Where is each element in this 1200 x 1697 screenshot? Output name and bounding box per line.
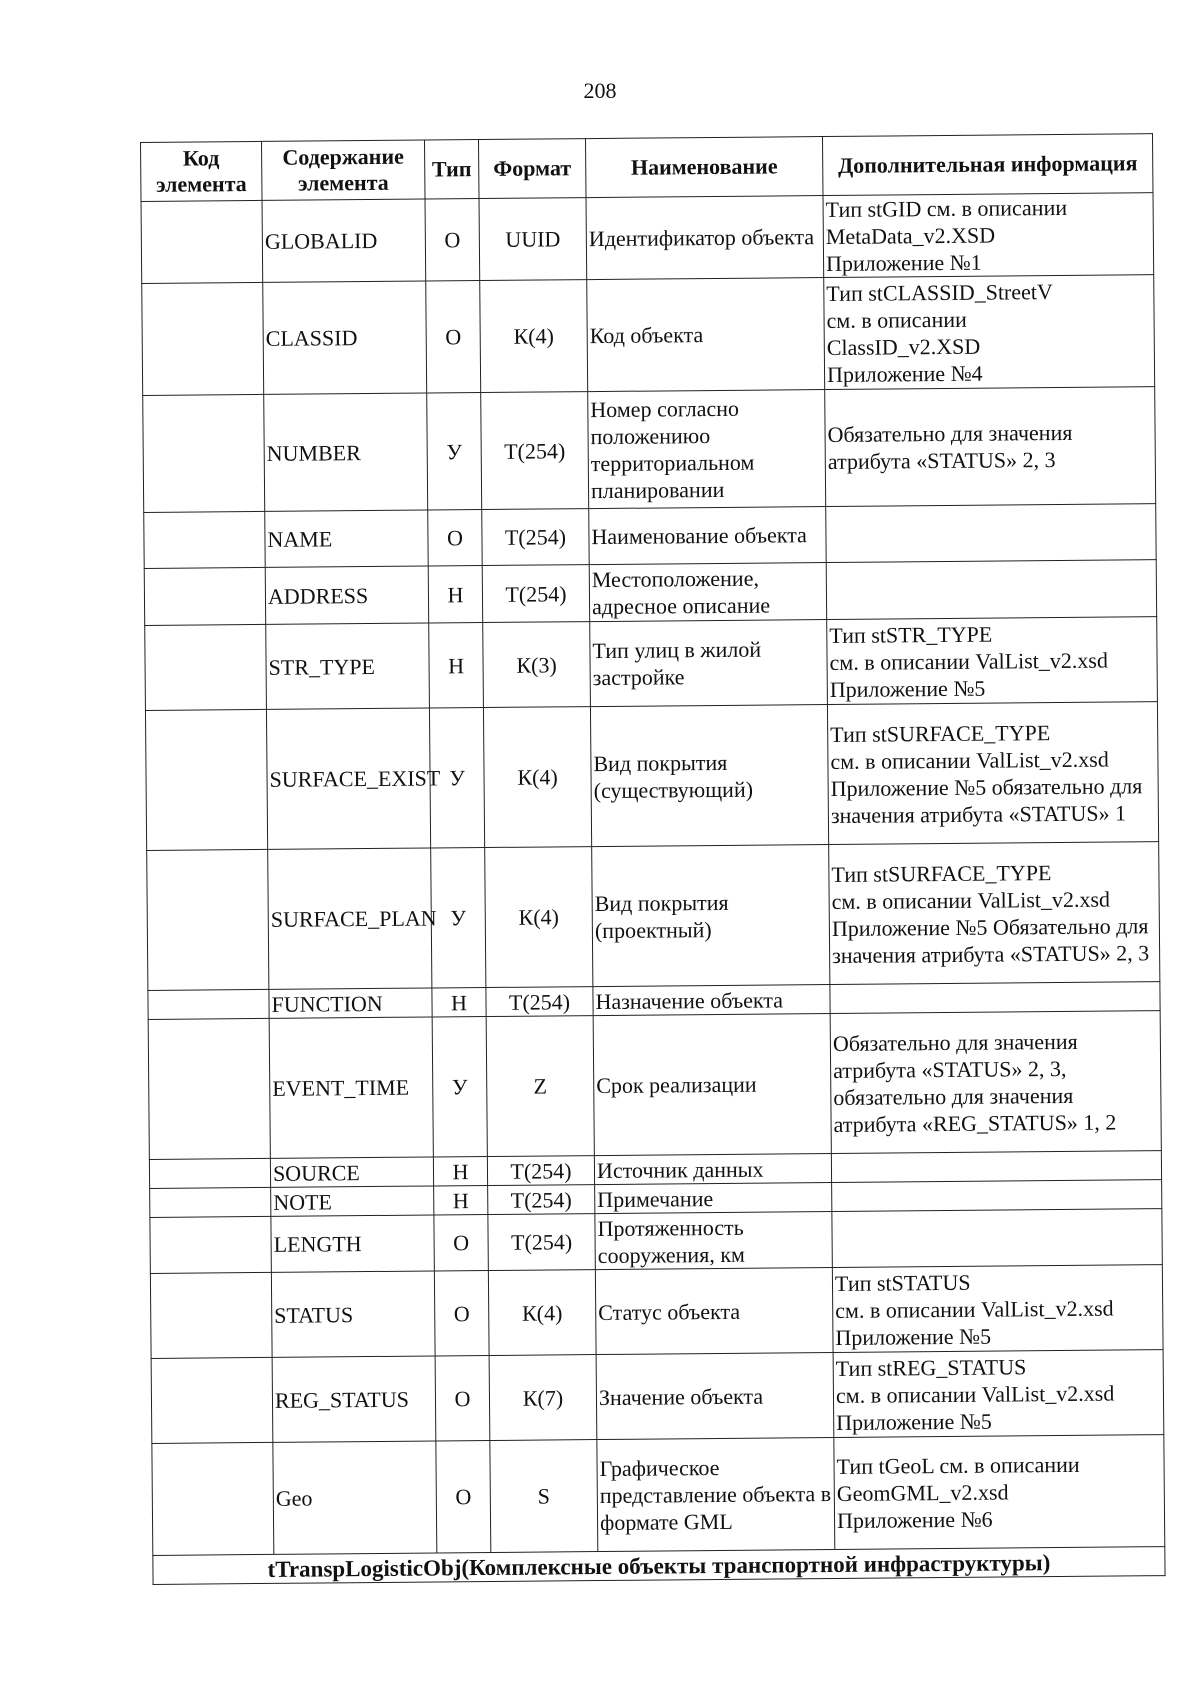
- cell-info: [830, 982, 1160, 1014]
- cell-info: Тип stSTR_TYPE см. в описании ValList_v2.xsd Приложение №5: [827, 617, 1158, 705]
- cell-type: Н: [433, 1157, 487, 1186]
- cell-format: Т(254): [482, 565, 589, 623]
- header-name: Наименование: [585, 137, 823, 198]
- cell-code: [147, 849, 269, 990]
- table-row: [144, 560, 1156, 626]
- cell-name: Статус объекта: [595, 1268, 833, 1355]
- cell-content: SURFACE_PLAN: [268, 848, 432, 989]
- cell-name: Тип улиц в жилой застройке: [590, 620, 828, 707]
- attribute-table: [140, 133, 1166, 1585]
- cell-type: О: [434, 1215, 488, 1271]
- table-row: [145, 702, 1158, 851]
- cell-name: Местоположение, адресное описание: [589, 563, 826, 622]
- cell-content: GLOBALID: [262, 199, 426, 282]
- cell-name: Протяженность сооружения, км: [595, 1212, 832, 1270]
- cell-content: Geo: [273, 1441, 437, 1554]
- header-content: Содержание элемента: [261, 140, 425, 200]
- cell-type: О: [434, 1271, 489, 1356]
- cell-type: Н: [429, 623, 484, 708]
- cell-info: Обязательно для значения атрибута «STATUS» 2, 3: [825, 387, 1156, 507]
- cell-code: [144, 567, 265, 625]
- cell-code: [148, 989, 269, 1019]
- cell-format: Т(254): [482, 509, 589, 566]
- cell-info: Тип stSURFACE_TYPE см. в описании ValList_v2.xsd Приложение №5 обязательно для значения атрибута «STATUS» 1: [827, 702, 1158, 845]
- cell-type: О: [436, 1440, 491, 1552]
- header-format: Формат: [478, 139, 586, 199]
- table-row: [150, 1265, 1163, 1359]
- cell-type: О: [435, 1355, 490, 1440]
- cell-info: [826, 560, 1156, 620]
- cell-content: FUNCTION: [269, 988, 432, 1018]
- cell-name: Источник данных: [594, 1154, 831, 1185]
- cell-info: Тип stSURFACE_TYPE см. в описании ValList_v2.xsd Приложение №5 Обязательно для значения атрибута «STATUS» 2, 3: [829, 842, 1160, 985]
- header-code: Код элемента: [141, 141, 263, 201]
- cell-code: [141, 200, 263, 283]
- cell-info: Тип stCLASSID_StreetV см. в описании ClassID_v2.XSD Приложение №4: [824, 275, 1155, 390]
- cell-name: Номер согласно положениюо территориальном планировании: [588, 390, 826, 509]
- cell-code: [151, 1357, 273, 1443]
- table-row: [143, 387, 1156, 513]
- cell-content: LENGTH: [271, 1215, 434, 1272]
- cell-format: UUID: [479, 198, 587, 281]
- table-header-row: [141, 134, 1153, 202]
- cell-type: О: [426, 281, 481, 393]
- table-row: [142, 275, 1155, 396]
- cell-type: У: [427, 393, 482, 510]
- header-info: Дополнительная информация: [822, 134, 1153, 196]
- cell-name: Идентификатор объекта: [586, 196, 824, 280]
- table-row: [152, 1435, 1165, 1556]
- cell-type: Н: [428, 566, 482, 623]
- cell-content: NOTE: [271, 1186, 434, 1216]
- cell-code: [145, 624, 267, 710]
- table-row: [141, 193, 1154, 284]
- cell-format: Т(254): [481, 392, 589, 510]
- cell-name: Вид покрытия (существующий): [590, 705, 828, 847]
- cell-content: NUMBER: [264, 393, 428, 511]
- table-row: [148, 1011, 1161, 1160]
- cell-type: Н: [434, 1186, 488, 1215]
- cell-code: [143, 394, 265, 512]
- cell-type: У: [432, 1017, 487, 1157]
- cell-type: О: [425, 199, 480, 281]
- cell-format: Т(254): [487, 1156, 594, 1186]
- cell-info: [832, 1209, 1162, 1268]
- cell-info: [831, 1151, 1161, 1183]
- cell-format: S: [490, 1440, 598, 1553]
- cell-name: Значение объекта: [596, 1352, 834, 1439]
- cell-format: К(4): [480, 280, 588, 393]
- cell-name: Графическое представление объекта в формате GML: [597, 1437, 835, 1551]
- cell-info: Тип stREG_STATUS см. в описании ValList_v2.xsd Приложение №5: [833, 1350, 1164, 1438]
- table-row: [150, 1209, 1162, 1274]
- cell-content: EVENT_TIME: [269, 1017, 433, 1158]
- cell-info: Тип tGeoL см. в описании GeomGML_v2.xsd Приложение №6: [834, 1435, 1165, 1550]
- table-row: [147, 842, 1160, 991]
- cell-name: Срок реализации: [593, 1014, 831, 1156]
- cell-name: Назначение объекта: [593, 985, 830, 1016]
- cell-type: О: [428, 510, 482, 566]
- cell-format: К(7): [489, 1355, 597, 1441]
- cell-code: [150, 1216, 271, 1273]
- cell-code: [144, 511, 265, 568]
- cell-content: REG_STATUS: [272, 1356, 436, 1442]
- cell-code: [149, 1158, 270, 1188]
- cell-name: Код объекта: [587, 278, 825, 392]
- cell-code: [148, 1018, 270, 1159]
- cell-type: У: [431, 848, 486, 988]
- cell-format: Т(254): [488, 1185, 595, 1215]
- table-row: [144, 504, 1156, 569]
- cell-content: SURFACE_EXIST: [266, 708, 430, 849]
- cell-info: [826, 504, 1156, 563]
- cell-code: [145, 709, 267, 850]
- cell-code: [152, 1442, 274, 1555]
- header-type: Тип: [424, 140, 479, 199]
- cell-name: Вид покрытия (проектный): [592, 845, 830, 987]
- cell-format: Т(254): [488, 1214, 595, 1271]
- cell-type: Н: [432, 988, 486, 1017]
- table-row: [145, 617, 1158, 711]
- cell-name: Примечание: [595, 1183, 832, 1214]
- cell-content: ADDRESS: [265, 566, 428, 624]
- cell-format: К(3): [483, 622, 591, 708]
- cell-content: STR_TYPE: [266, 623, 430, 709]
- section-title: tTranspLogisticObj(Комплексные объекты транспортной инфраструктуры): [153, 1547, 1165, 1585]
- cell-code: [150, 1272, 272, 1358]
- cell-info: Тип stGID см. в описании MetaData_v2.XSD Приложение №1: [823, 193, 1154, 278]
- cell-name: Наименование объекта: [589, 507, 826, 565]
- cell-code: [150, 1187, 271, 1217]
- cell-type: У: [429, 708, 484, 848]
- cell-info: Обязательно для значения атрибута «STATUS» 2, 3, обязательно для значения атрибута «REG_STATUS» 1, 2: [830, 1011, 1161, 1154]
- cell-format: Z: [486, 1016, 594, 1157]
- cell-format: Т(254): [486, 987, 593, 1017]
- cell-format: К(4): [488, 1270, 596, 1356]
- page-number: 208: [583, 78, 617, 103]
- cell-content: STATUS: [271, 1271, 435, 1357]
- cell-content: CLASSID: [263, 281, 427, 394]
- table-row: [151, 1350, 1164, 1444]
- cell-info: [832, 1180, 1162, 1212]
- cell-content: NAME: [265, 510, 428, 567]
- cell-format: К(4): [485, 847, 593, 988]
- cell-code: [142, 282, 264, 395]
- cell-info: Тип stSTATUS см. в описании ValList_v2.xsd Приложение №5: [832, 1265, 1163, 1353]
- cell-content: SOURCE: [270, 1157, 433, 1187]
- cell-format: К(4): [483, 707, 591, 848]
